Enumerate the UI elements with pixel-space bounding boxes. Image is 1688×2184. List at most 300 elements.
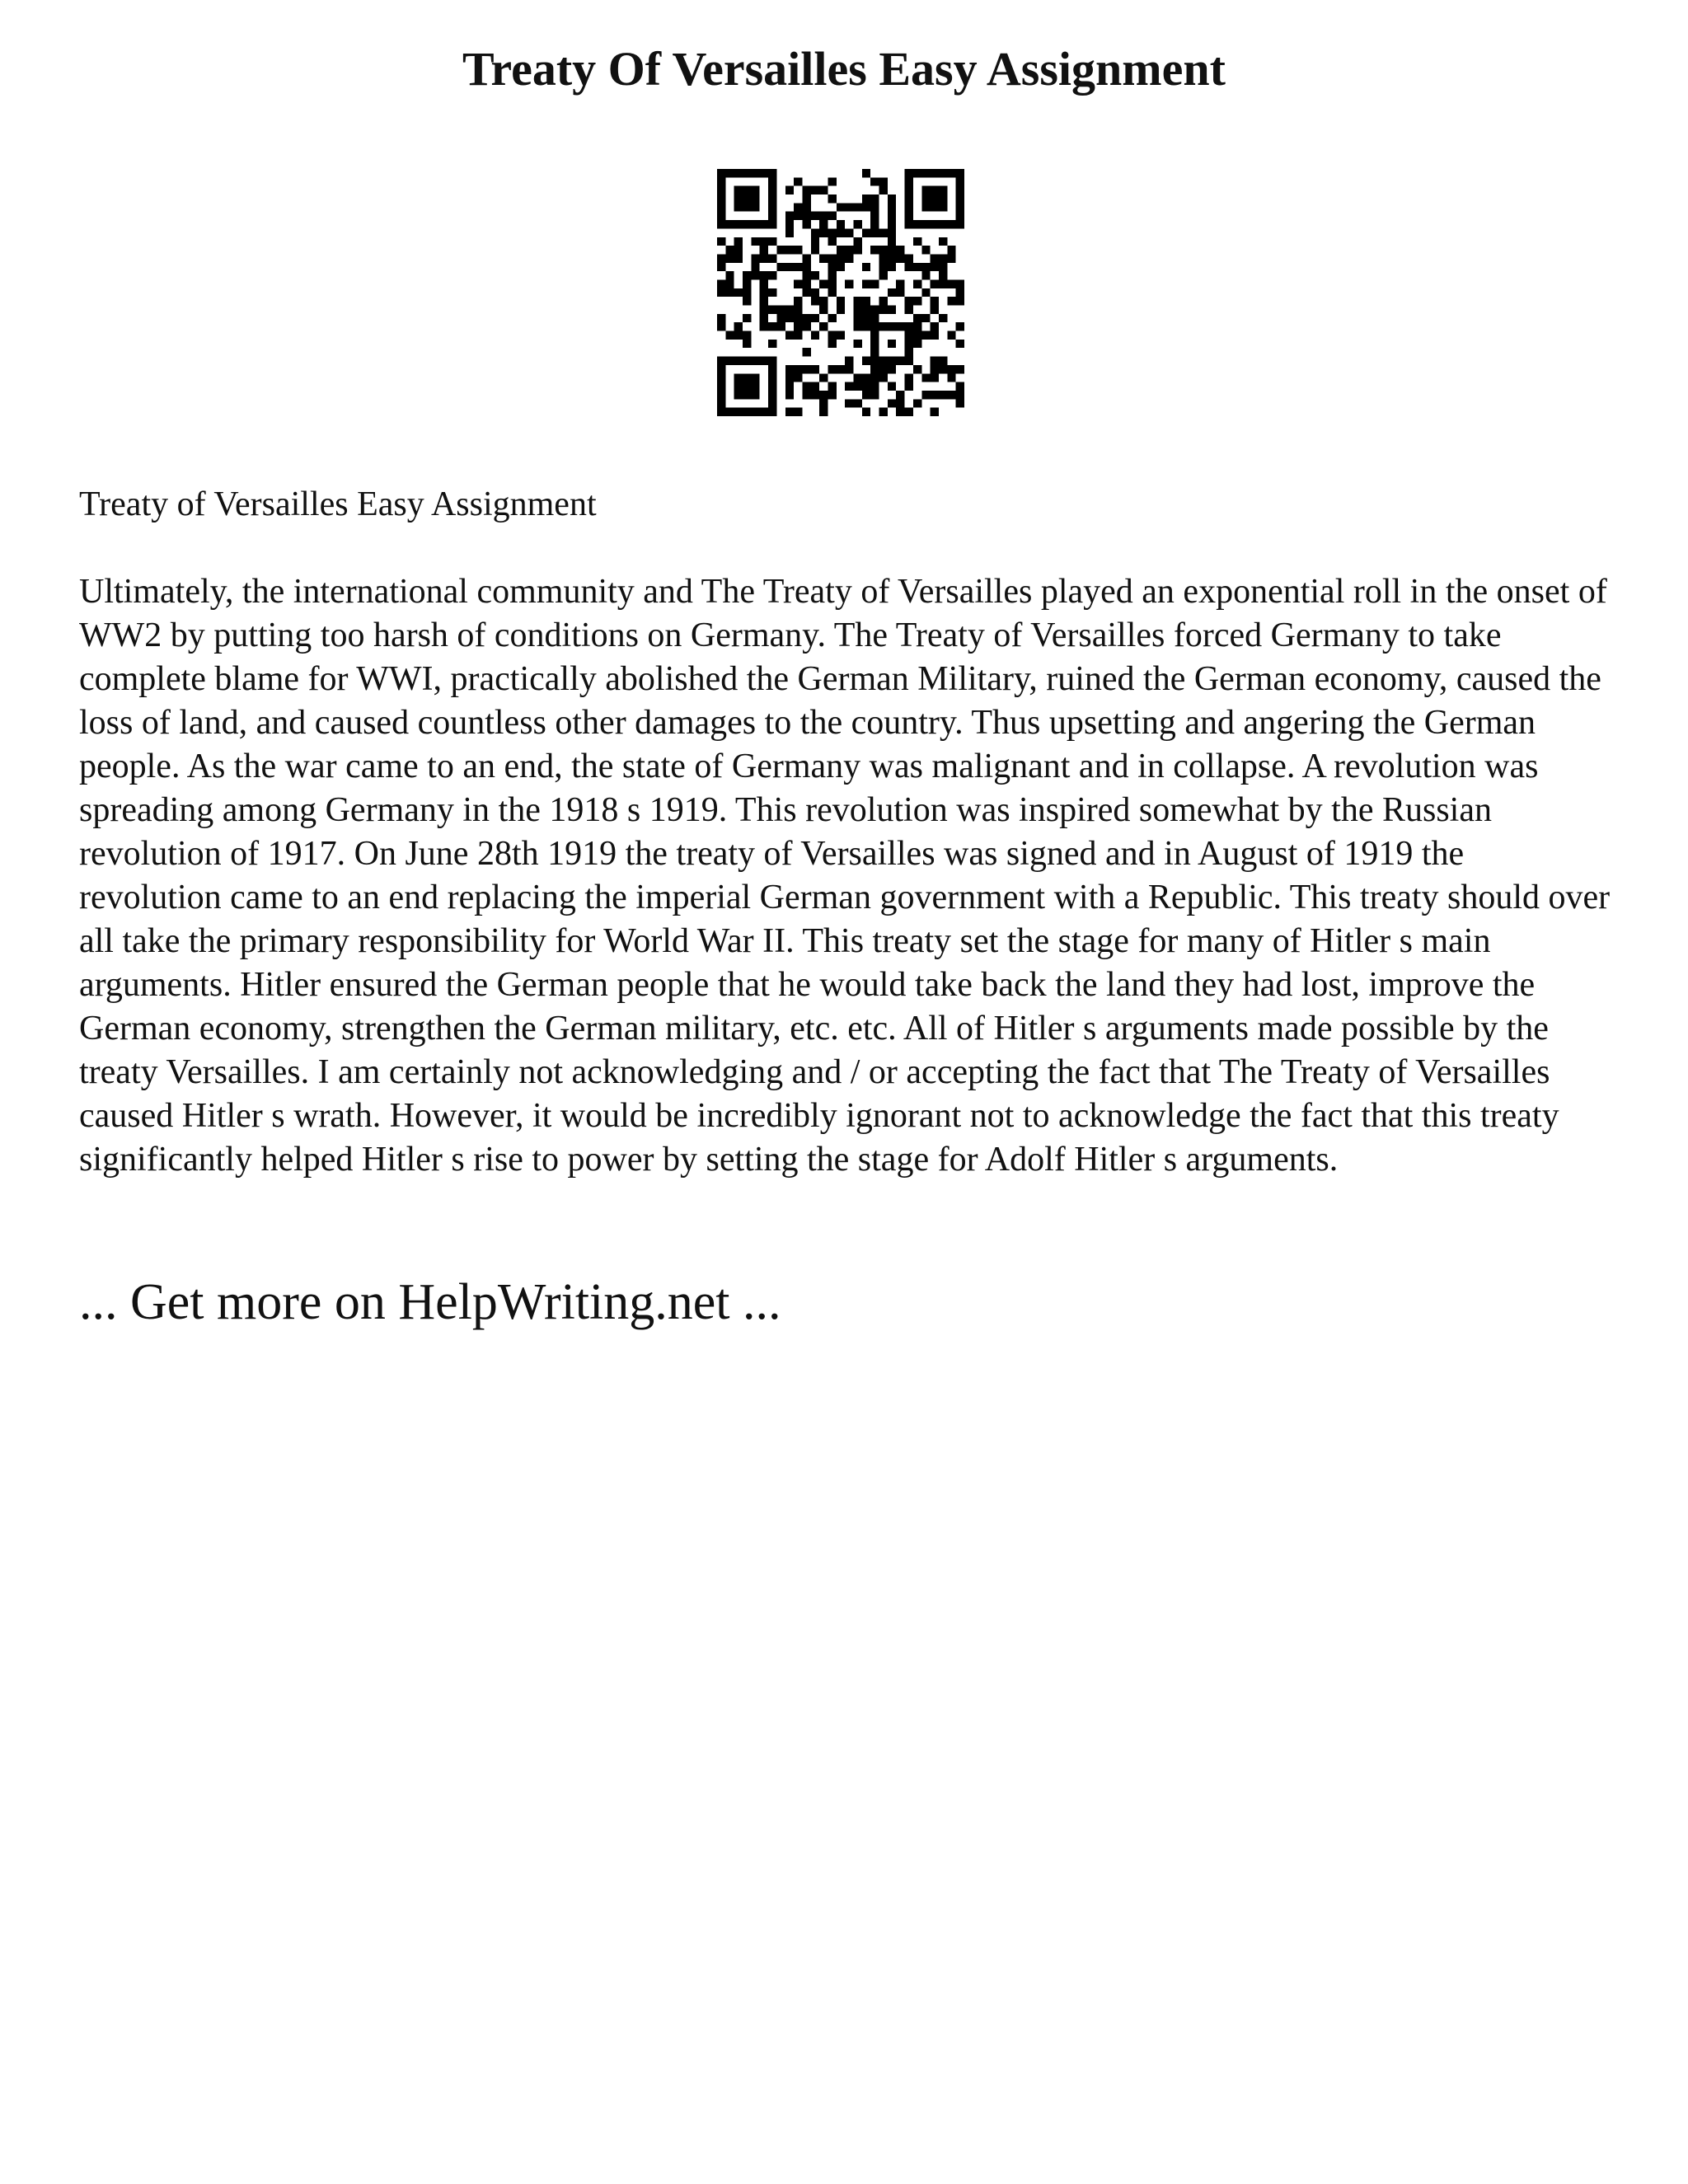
qr-module bbox=[921, 373, 930, 382]
qr-module bbox=[785, 373, 794, 382]
qr-module bbox=[794, 279, 802, 288]
qr-module bbox=[734, 382, 743, 391]
qr-module bbox=[905, 322, 913, 330]
qr-module bbox=[837, 263, 845, 271]
qr-module bbox=[862, 306, 870, 314]
qr-module bbox=[768, 322, 776, 330]
qr-module bbox=[751, 271, 759, 279]
qr-module bbox=[947, 297, 955, 305]
qr-module bbox=[743, 186, 751, 194]
qr-module bbox=[785, 331, 794, 340]
qr-module bbox=[734, 322, 743, 330]
qr-module bbox=[939, 220, 947, 228]
qr-module bbox=[760, 297, 768, 305]
qr-module bbox=[785, 365, 794, 373]
qr-module bbox=[956, 186, 964, 194]
qr-module bbox=[717, 194, 725, 203]
qr-module bbox=[819, 399, 828, 407]
qr-module bbox=[717, 169, 725, 177]
qr-module bbox=[802, 322, 810, 330]
qr-module bbox=[931, 297, 939, 305]
qr-module bbox=[760, 279, 768, 288]
qr-module bbox=[956, 391, 964, 399]
document-body: Ultimately, the international community and The Treaty of Versailles played an exponential roll in the onset of WW2 by putting too harsh of conditions on Germany. The Treaty of Versailles forced Germany to take complete blame for WWI, practically abolished the German Military, ruined the German economy, caused the loss of land, and caused countless other damages to the country. Thus upsetting and angering the German people. As the war came to an end, the state of Germany was malignant and in collapse. A revolution was spreading among Germany in the 1918 s 1919. This revolution was inspired somewhat by the Russian revolution of 1917. On June 28th 1919 the treaty of Versailles was signed and in August of 1919 the revolution came to an end replacing the imperial German government with a Republic. This treaty should over all take the primary responsibility for World War II. This treaty set the stage for many of Hitler s main arguments. Hitler ensured the German people that he would take back the land they had lost, improve the German economy, strengthen the German military, etc. etc. All of Hitler s arguments made possible by the treaty Versailles. I am certainly not acknowledging and / or accepting the fact that The Treaty of Versailles caused Hitler s wrath. However, it would be incredibly ignorant not to acknowledge the fact that this treaty significantly helped Hitler s rise to power by setting the stage for Adolf Hitler s arguments. bbox=[79, 573, 1611, 1179]
qr-module bbox=[717, 263, 725, 271]
qr-module bbox=[870, 348, 879, 356]
qr-module bbox=[845, 357, 853, 365]
qr-module bbox=[785, 314, 794, 322]
qr-module bbox=[802, 391, 810, 399]
qr-module bbox=[956, 322, 964, 330]
qr-module bbox=[879, 357, 888, 365]
qr-module bbox=[921, 169, 930, 177]
qr-module bbox=[819, 186, 828, 194]
qr-module bbox=[743, 169, 751, 177]
qr-module bbox=[921, 391, 930, 399]
qr-module bbox=[794, 365, 802, 373]
qr-module bbox=[760, 288, 768, 297]
qr-module bbox=[896, 288, 904, 297]
qr-module bbox=[768, 169, 776, 177]
qr-module bbox=[828, 228, 836, 237]
qr-module bbox=[734, 391, 743, 399]
qr-module bbox=[870, 314, 879, 322]
qr-module bbox=[870, 382, 879, 391]
qr-module bbox=[913, 314, 921, 322]
qr-module bbox=[794, 263, 802, 271]
qr-module bbox=[888, 399, 896, 407]
qr-module bbox=[828, 177, 836, 185]
qr-module bbox=[717, 357, 725, 365]
qr-module bbox=[939, 186, 947, 194]
qr-module bbox=[768, 373, 776, 382]
qr-module bbox=[879, 186, 888, 194]
qr-module bbox=[760, 246, 768, 254]
qr-module bbox=[870, 212, 879, 220]
qr-module bbox=[819, 391, 828, 399]
qr-module bbox=[905, 212, 913, 220]
qr-module bbox=[734, 254, 743, 262]
qr-module bbox=[760, 408, 768, 416]
qr-module bbox=[921, 194, 930, 203]
qr-module bbox=[905, 382, 913, 391]
qr-module bbox=[947, 279, 955, 288]
qr-module bbox=[888, 288, 896, 297]
qr-module bbox=[862, 169, 870, 177]
qr-module bbox=[854, 340, 862, 348]
qr-module bbox=[794, 314, 802, 322]
qr-module bbox=[760, 169, 768, 177]
qr-module bbox=[905, 263, 913, 271]
qr-module bbox=[794, 408, 802, 416]
qr-module bbox=[854, 314, 862, 322]
qr-module bbox=[931, 306, 939, 314]
qr-module bbox=[854, 246, 862, 254]
qr-module bbox=[854, 373, 862, 382]
qr-module bbox=[837, 254, 845, 262]
qr-module bbox=[888, 322, 896, 330]
qr-module bbox=[837, 246, 845, 254]
qr-module bbox=[845, 365, 853, 373]
qr-module bbox=[751, 237, 759, 246]
qr-module bbox=[939, 203, 947, 211]
qr-module bbox=[862, 373, 870, 382]
qr-module bbox=[717, 288, 725, 297]
qr-module bbox=[828, 391, 836, 399]
qr-module bbox=[751, 373, 759, 382]
qr-module bbox=[888, 365, 896, 373]
qr-module bbox=[717, 177, 725, 185]
qr-module bbox=[837, 331, 845, 340]
qr-module bbox=[811, 314, 819, 322]
qr-module bbox=[811, 382, 819, 391]
qr-module bbox=[896, 246, 904, 254]
qr-module bbox=[828, 263, 836, 271]
document-subtitle: Treaty of Versailles Easy Assignment bbox=[79, 485, 597, 523]
qr-module bbox=[802, 288, 810, 297]
qr-module bbox=[854, 322, 862, 330]
qr-module bbox=[743, 391, 751, 399]
qr-module bbox=[921, 246, 930, 254]
qr-module bbox=[725, 254, 734, 262]
qr-module bbox=[854, 220, 862, 228]
qr-module bbox=[879, 408, 888, 416]
qr-module bbox=[862, 314, 870, 322]
qr-module bbox=[939, 237, 947, 246]
qr-module bbox=[947, 331, 955, 340]
qr-module bbox=[751, 203, 759, 211]
qr-module bbox=[931, 220, 939, 228]
qr-module bbox=[768, 399, 776, 407]
qr-module bbox=[743, 220, 751, 228]
qr-module bbox=[896, 408, 904, 416]
qr-module bbox=[717, 237, 725, 246]
qr-module bbox=[870, 373, 879, 382]
qr-module bbox=[888, 382, 896, 391]
qr-module bbox=[734, 186, 743, 194]
qr-module bbox=[717, 254, 725, 262]
qr-module bbox=[862, 297, 870, 305]
qr-module bbox=[717, 408, 725, 416]
qr-module bbox=[717, 322, 725, 330]
qr-module bbox=[828, 194, 836, 203]
qr-module bbox=[870, 203, 879, 211]
qr-module bbox=[743, 373, 751, 382]
qr-module bbox=[939, 391, 947, 399]
qr-module bbox=[888, 263, 896, 271]
qr-module bbox=[751, 357, 759, 365]
qr-module bbox=[717, 373, 725, 382]
qr-module bbox=[811, 297, 819, 305]
qr-module bbox=[854, 237, 862, 246]
qr-module bbox=[913, 399, 921, 407]
qr-module bbox=[939, 314, 947, 322]
qr-module bbox=[794, 246, 802, 254]
qr-module bbox=[956, 220, 964, 228]
qr-module bbox=[802, 186, 810, 194]
qr-module bbox=[785, 382, 794, 391]
qr-module bbox=[751, 169, 759, 177]
qr-module bbox=[845, 279, 853, 288]
qr-module bbox=[905, 297, 913, 305]
qr-module bbox=[896, 254, 904, 262]
qr-module bbox=[879, 297, 888, 305]
qr-module bbox=[956, 203, 964, 211]
qr-module bbox=[931, 169, 939, 177]
qr-module bbox=[913, 340, 921, 348]
qr-module bbox=[802, 365, 810, 373]
qr-module bbox=[947, 254, 955, 262]
qr-module bbox=[870, 194, 879, 203]
qr-module bbox=[819, 297, 828, 305]
qr-module bbox=[760, 357, 768, 365]
qr-module bbox=[870, 340, 879, 348]
qr-module bbox=[905, 331, 913, 340]
qr-module bbox=[760, 306, 768, 314]
qr-module bbox=[811, 331, 819, 340]
qr-module bbox=[743, 203, 751, 211]
qr-module bbox=[743, 408, 751, 416]
qr-module bbox=[768, 203, 776, 211]
qr-module bbox=[717, 212, 725, 220]
qr-module bbox=[947, 373, 955, 382]
qr-module bbox=[802, 279, 810, 288]
qr-module bbox=[828, 212, 836, 220]
qr-module bbox=[870, 220, 879, 228]
qr-module bbox=[931, 357, 939, 365]
qr-module bbox=[717, 220, 725, 228]
qr-module bbox=[947, 246, 955, 254]
qr-module bbox=[905, 373, 913, 382]
qr-module bbox=[888, 237, 896, 246]
qr-module bbox=[947, 169, 955, 177]
qr-module bbox=[743, 382, 751, 391]
qr-module bbox=[768, 237, 776, 246]
qr-module bbox=[717, 365, 725, 373]
qr-module bbox=[905, 340, 913, 348]
qr-module bbox=[828, 340, 836, 348]
qr-module bbox=[743, 314, 751, 322]
qr-module bbox=[837, 220, 845, 228]
qr-module bbox=[939, 357, 947, 365]
qr-module bbox=[939, 271, 947, 279]
qr-module bbox=[785, 220, 794, 228]
qr-module bbox=[888, 212, 896, 220]
qr-module bbox=[905, 306, 913, 314]
qr-module bbox=[845, 254, 853, 262]
qr-module bbox=[717, 391, 725, 399]
qr-module bbox=[956, 340, 964, 348]
qr-module bbox=[743, 331, 751, 340]
qr-module bbox=[888, 254, 896, 262]
qr-module bbox=[837, 365, 845, 373]
qr-module bbox=[785, 306, 794, 314]
qr-module bbox=[956, 365, 964, 373]
qr-module bbox=[931, 203, 939, 211]
qr-module bbox=[751, 220, 759, 228]
qr-module bbox=[837, 297, 845, 305]
qr-module bbox=[751, 391, 759, 399]
qr-module bbox=[760, 271, 768, 279]
qr-module bbox=[931, 408, 939, 416]
qr-module bbox=[854, 306, 862, 314]
qr-module bbox=[837, 306, 845, 314]
qr-module bbox=[802, 382, 810, 391]
qr-module bbox=[776, 322, 785, 330]
qr-module bbox=[734, 194, 743, 203]
qr-module bbox=[760, 220, 768, 228]
qr-module bbox=[802, 203, 810, 211]
qr-module bbox=[760, 314, 768, 322]
qr-module bbox=[743, 271, 751, 279]
qr-module bbox=[811, 246, 819, 254]
qr-module bbox=[845, 382, 853, 391]
qr-module bbox=[870, 391, 879, 399]
qr-module bbox=[896, 357, 904, 365]
qr-module bbox=[776, 314, 785, 322]
qr-module bbox=[760, 322, 768, 330]
qr-module bbox=[905, 357, 913, 365]
qr-module bbox=[888, 194, 896, 203]
qr-module bbox=[888, 203, 896, 211]
qr-module bbox=[879, 365, 888, 373]
qr-module bbox=[743, 297, 751, 305]
qr-module bbox=[776, 263, 785, 271]
qr-module bbox=[905, 348, 913, 356]
qr-module bbox=[794, 203, 802, 211]
qr-module bbox=[879, 254, 888, 262]
qr-module bbox=[939, 365, 947, 373]
qr-module bbox=[870, 246, 879, 254]
qr-module bbox=[768, 340, 776, 348]
qr-module bbox=[725, 169, 734, 177]
qr-module bbox=[785, 228, 794, 237]
qr-module bbox=[845, 228, 853, 237]
qr-module bbox=[956, 382, 964, 391]
qr-module bbox=[802, 271, 810, 279]
qr-module bbox=[845, 203, 853, 211]
qr-module bbox=[854, 297, 862, 305]
qr-module bbox=[862, 194, 870, 203]
qr-module bbox=[717, 279, 725, 288]
qr-module bbox=[896, 279, 904, 288]
qr-module bbox=[870, 331, 879, 340]
qr-module bbox=[811, 365, 819, 373]
qr-module bbox=[905, 220, 913, 228]
qr-module bbox=[939, 169, 947, 177]
qr-module bbox=[905, 408, 913, 416]
qr-module bbox=[768, 288, 776, 297]
qr-module bbox=[794, 331, 802, 340]
qr-module bbox=[888, 340, 896, 348]
qr-module bbox=[776, 246, 785, 254]
qr-module bbox=[939, 279, 947, 288]
qr-module bbox=[734, 246, 743, 254]
qr-module bbox=[888, 220, 896, 228]
qr-module bbox=[768, 382, 776, 391]
qr-module bbox=[939, 194, 947, 203]
qr-module bbox=[879, 246, 888, 254]
qr-module bbox=[913, 331, 921, 340]
qr-module bbox=[870, 322, 879, 330]
qr-module bbox=[854, 382, 862, 391]
qr-module bbox=[905, 254, 913, 262]
qr-module bbox=[921, 263, 930, 271]
qr-module bbox=[921, 314, 930, 322]
qr-module bbox=[802, 263, 810, 271]
qr-module bbox=[879, 306, 888, 314]
qr-module bbox=[931, 254, 939, 262]
qr-module bbox=[802, 194, 810, 203]
qr-module bbox=[956, 288, 964, 297]
qr-module bbox=[905, 177, 913, 185]
qr-module bbox=[913, 365, 921, 373]
qr-module bbox=[768, 212, 776, 220]
qr-module bbox=[913, 237, 921, 246]
qr-module bbox=[734, 169, 743, 177]
qr-module bbox=[854, 399, 862, 407]
get-more-link[interactable]: ... Get more on HelpWriting.net ... bbox=[79, 1274, 781, 1330]
qr-module bbox=[734, 408, 743, 416]
qr-module bbox=[879, 322, 888, 330]
qr-code-icon bbox=[717, 169, 964, 416]
qr-module bbox=[725, 279, 734, 288]
qr-module bbox=[794, 212, 802, 220]
qr-module bbox=[870, 177, 879, 185]
qr-module bbox=[879, 271, 888, 279]
qr-module bbox=[854, 203, 862, 211]
qr-module bbox=[913, 322, 921, 330]
qr-module bbox=[956, 399, 964, 407]
qr-module bbox=[828, 331, 836, 340]
qr-module bbox=[734, 331, 743, 340]
qr-module bbox=[743, 279, 751, 288]
qr-module bbox=[862, 408, 870, 416]
qr-module bbox=[870, 365, 879, 373]
qr-module bbox=[819, 220, 828, 228]
qr-module bbox=[785, 408, 794, 416]
qr-module bbox=[939, 263, 947, 271]
qr-module bbox=[956, 169, 964, 177]
qr-module bbox=[717, 399, 725, 407]
qr-module bbox=[862, 357, 870, 365]
qr-module bbox=[794, 306, 802, 314]
qr-module bbox=[802, 348, 810, 356]
qr-module bbox=[811, 212, 819, 220]
qr-module bbox=[921, 271, 930, 279]
qr-module bbox=[862, 203, 870, 211]
qr-module bbox=[717, 314, 725, 322]
qr-module bbox=[725, 288, 734, 297]
qr-module bbox=[931, 331, 939, 340]
qr-module bbox=[913, 279, 921, 288]
qr-module bbox=[802, 254, 810, 262]
qr-module bbox=[828, 365, 836, 373]
qr-module bbox=[862, 279, 870, 288]
qr-module bbox=[862, 322, 870, 330]
qr-module bbox=[905, 203, 913, 211]
qr-module bbox=[947, 365, 955, 373]
qr-module bbox=[751, 408, 759, 416]
qr-module bbox=[956, 279, 964, 288]
qr-module bbox=[725, 246, 734, 254]
qr-module bbox=[837, 203, 845, 211]
qr-module bbox=[794, 297, 802, 305]
qr-module bbox=[743, 194, 751, 203]
qr-module bbox=[734, 373, 743, 382]
qr-module bbox=[734, 203, 743, 211]
qr-module bbox=[921, 186, 930, 194]
